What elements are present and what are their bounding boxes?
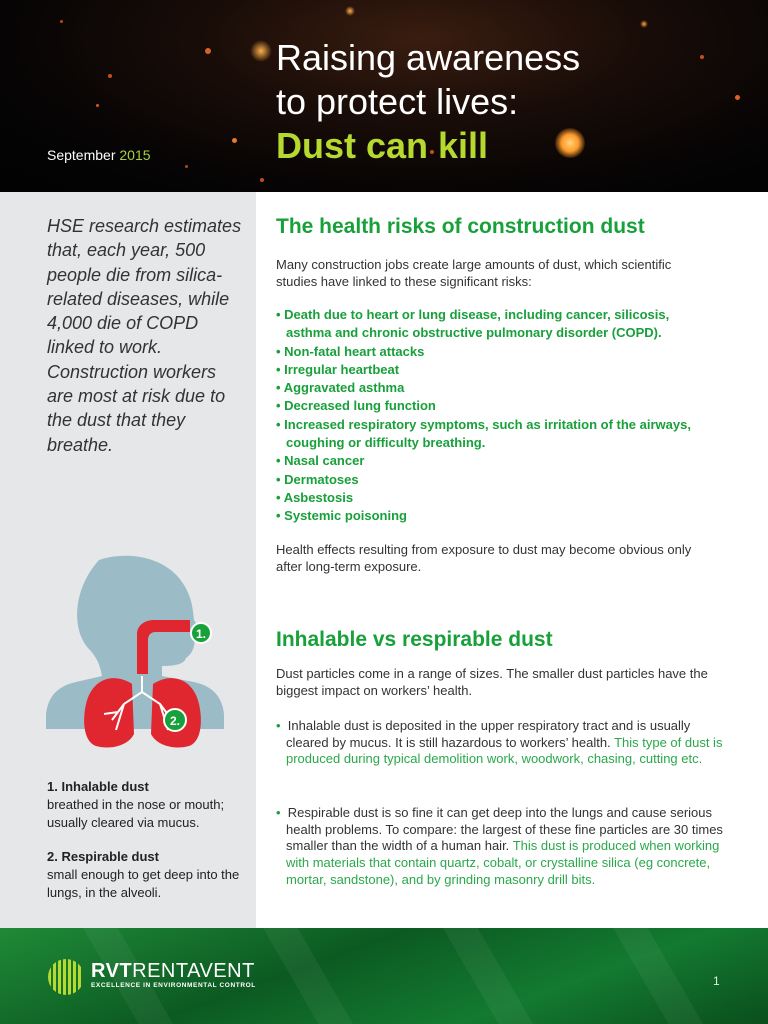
- list-item: • Death due to heart or lung disease, including cancer, silicosis, asthma and chronic obstructive pulmonary disorder (COPD).: [276, 306, 716, 343]
- sidebar: [0, 192, 256, 928]
- list-item: • Nasal cancer: [276, 452, 716, 470]
- ember-glow: [185, 165, 188, 168]
- sidebar-quote: HSE research estimates that, each year, 500 people die from silica-related diseases, while 4,000 die of COPD linked to work. Construction workers are most at risk due to the dust that they breathe.: [47, 216, 242, 455]
- rvt-logo-icon: [47, 958, 85, 996]
- footer-banner: [0, 928, 768, 1024]
- section-heading-health-risks: The health risks of construction dust: [276, 215, 645, 238]
- brand-name: [91, 960, 255, 983]
- brand-light: RENTAVENT: [132, 960, 255, 982]
- legend-text-respirable: small enough to get deep into the lungs, in the alveoli.: [47, 867, 240, 900]
- list-item: • Asbestosis: [276, 489, 716, 507]
- title-line-2: to protect lives:: [276, 81, 519, 122]
- ember-glow: [250, 40, 272, 62]
- ember-glow: [96, 104, 99, 107]
- bullet-inhalable-text: Inhalable dust is deposited in the upper respiratory tract and is usually cleared by mucus. It is still hazardous to workers’ health.: [286, 718, 691, 750]
- legend-title-inhalable: 1. Inhalable dust: [47, 779, 149, 794]
- legend-text-inhalable: breathed in the nose or mouth; usually cleared via mucus.: [47, 797, 225, 830]
- page-title: [276, 36, 580, 168]
- bullet-inhalable-sources: This type of dust is produced during typical demolition work, woodwork, chasing, cutting etc.: [286, 734, 723, 767]
- title-line-1: Raising awareness: [276, 37, 581, 78]
- header-banner: [0, 0, 768, 192]
- ember-glow: [232, 138, 237, 143]
- bullet-respirable-sources: This dust is produced when working with materials that contain quartz, cobalt, or crystalline silica (eg concrete, mortar, sandstone), and by grinding masonry drill bits.: [286, 838, 720, 887]
- brand-bold: RVT: [91, 960, 133, 982]
- list-item: • Irregular heartbeat: [276, 361, 716, 379]
- ember-glow: [260, 178, 264, 182]
- section-heading-dust-types: Inhalable vs respirable dust: [276, 628, 553, 651]
- respiratory-diagram: [44, 554, 229, 754]
- publication-date: [47, 147, 151, 163]
- list-item: • Increased respiratory symptoms, such as irritation of the airways, coughing or difficulty breathing.: [276, 416, 716, 453]
- legend-title-respirable: 2. Respirable dust: [47, 849, 159, 864]
- marker-1-label: 1.: [195, 627, 207, 641]
- ember-glow: [60, 20, 63, 23]
- dust-types-intro: Dust particles come in a range of sizes. The smaller dust particles have the biggest impact on workers’ health.: [276, 666, 708, 698]
- bullet-respirable-text: Respirable dust is so fine it can get deep into the lungs and cause serious health problems. To compare: the largest of these fine particles are 30 times smaller than the width of a human hair.: [286, 805, 723, 854]
- bullet-respirable-dust: [276, 805, 736, 889]
- brand-tagline: EXCELLENCE IN ENVIRONMENTAL CONTROL: [91, 982, 256, 989]
- ember-glow: [345, 6, 355, 16]
- list-item: • Decreased lung function: [276, 397, 716, 415]
- ember-glow: [640, 20, 648, 28]
- health-risks-outro: Health effects resulting from exposure to dust may become obvious only after long-term exposure.: [276, 542, 692, 574]
- page-number: 1: [713, 974, 720, 988]
- ember-glow: [700, 55, 704, 59]
- list-item: • Non-fatal heart attacks: [276, 343, 716, 361]
- health-risks-intro: Many construction jobs create large amounts of dust, which scientific studies have linked to these significant risks:: [276, 257, 672, 289]
- diagram-legend: [47, 778, 257, 902]
- risk-list: [276, 306, 716, 526]
- ember-glow: [735, 95, 740, 100]
- ember-glow: [108, 74, 112, 78]
- ember-glow: [205, 48, 211, 54]
- list-item: • Systemic poisoning: [276, 507, 716, 525]
- date-month: September: [47, 147, 116, 163]
- bullet-inhalable-dust: [276, 718, 736, 768]
- marker-2-label: 2.: [169, 714, 181, 728]
- list-item: • Aggravated asthma: [276, 379, 716, 397]
- date-year: 2015: [119, 147, 151, 163]
- title-accent: Dust can kill: [276, 125, 489, 166]
- list-item: • Dermatoses: [276, 471, 716, 489]
